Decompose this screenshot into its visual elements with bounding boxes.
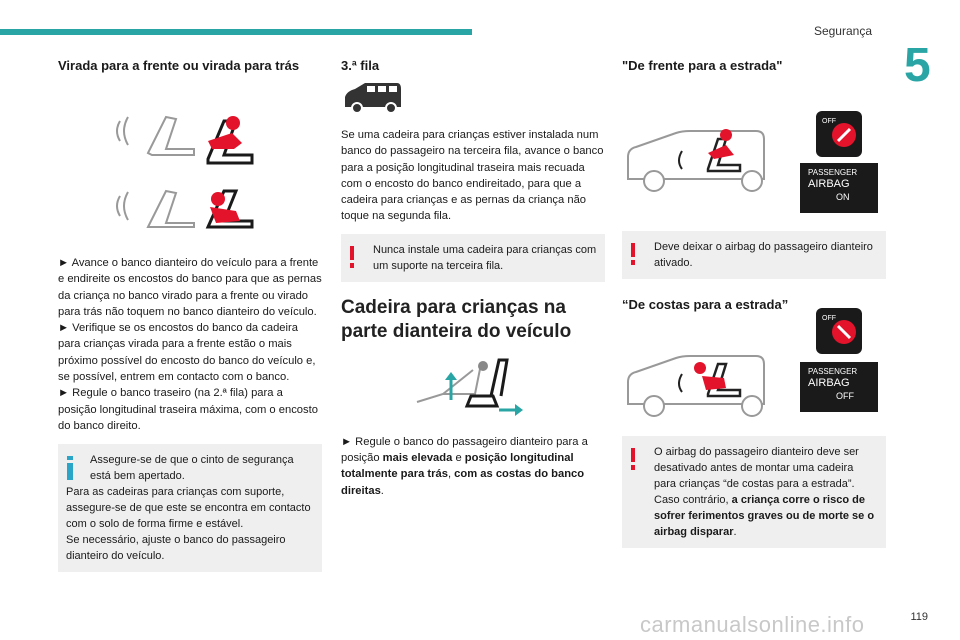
heading-rear-facing: “De costas para a estrada” [622,297,789,312]
seat-adjust-icon [341,344,605,420]
airbag-on-badge-icon [816,111,862,157]
car-forward-child-icon [624,109,794,209]
column-left [58,58,322,572]
front-seat-step-end: . [380,484,384,497]
heading-forward-facing: "De frente para a estrada" [622,58,783,73]
page-number: 119 [910,611,928,623]
warning-icon [630,448,636,470]
panel-off-state: OFF [836,391,854,401]
info-note-line3: Se necessário, ajuste o banco do passageiro dianteiro do veículo. [66,534,286,563]
rear-facing-figure [622,315,886,430]
airbag-off-badge-icon [816,308,862,354]
seat-illustration-icon [58,81,322,231]
section-title: Segurança [813,24,872,38]
column-right [622,58,886,548]
forward-facing-figure [622,81,886,209]
watermark: carmanualsonline.info [640,612,865,637]
svg-text:OFF: OFF [822,315,836,322]
chapter-tab [884,0,960,104]
airbag-on-panel [800,163,878,213]
front-seat-rearmost: posição longitudinal totalmente para trás [341,452,574,481]
section-heading-front-seat: Cadeira para crianças na parte dianteira do veículo [341,296,572,342]
panel-on-airbag: AIRBAG [808,178,850,190]
step-check-backrest: ► Verifique se os encostos do banco da cadeira para crianças virada para a frente estão o mais próximo possível do encosto do banco do veículo e, se possível, entrem em contacto com o banco. [58,322,316,384]
panel-off-airbag: AIRBAG [808,377,850,389]
svg-text:OFF: OFF [822,118,836,125]
front-seat-highest: mais elevada [382,452,453,465]
warning-icon [630,243,636,265]
warning-off-part3: . [733,526,737,538]
column-middle [341,58,605,499]
info-note-line1: Assegure-se de que o cinto de segurança está bem apertado. [90,454,294,483]
info-note-line2: Para as cadeiras para crianças com suporte, assegure-se de que este se encontra em contacto com o solo de forma firme e estável. [66,486,311,531]
airbag-off-panel [800,362,878,412]
van-icon [341,81,605,115]
panel-on-state: ON [836,192,850,202]
chapter-number: 5 [904,39,931,92]
info-note [58,444,322,572]
third-row-paragraph: Se uma cadeira para crianças estiver instalada num banco do passageiro na terceira fila, avance o banco para a posição longitudinal traseira mais recuada com o encosto do banco endireitado, para que a cadeira para crianças e as pernas da criança não toque na segunda fila. [341,129,604,223]
warning-airbag-on-text: Deve deixar o airbag do passageiro dianteiro ativado. [654,241,873,269]
warning-off-part1: O airbag do passageiro dianteiro deve ser desativado antes de montar uma cadeira para crianças “de costas para a estrada”. Caso contrário, [654,446,859,506]
warning-note-text: Nunca instale uma cadeira para crianças com um suporte na terceira fila. [373,243,597,272]
warning-icon [349,246,355,268]
car-rear-child-icon [624,338,794,428]
front-seat-step-mid: e [452,452,465,465]
heading-orientation: Virada para a frente ou virada para trás [58,58,300,73]
warning-off-part2: a criança corre o risco de sofrer ferimentos graves ou de morte se o airbag disparar [654,494,875,538]
heading-third-row: 3.ª fila [341,58,380,73]
front-seat-step-mid2: , [447,468,455,481]
warning-note-third-row [341,234,605,282]
step-adjust-rear-seat: ► Regule o banco traseiro (na 2.ª fila) para a posição longitudinal traseira máxima, com o encosto do banco direito. [58,387,318,432]
info-icon [66,456,74,480]
warning-note-airbag-on [622,231,886,279]
warning-note-airbag-off [622,436,886,548]
panel-off-label: PASSENGER [808,367,858,376]
warning-airbag-off-text [630,444,878,540]
front-seat-step [341,434,605,499]
front-seat-step-prefix: ► Regule o banco do passageiro dianteiro para a posição [341,435,588,465]
top-accent-bar [0,29,472,35]
front-seat-backrest: com as costas do banco direitas [341,468,585,497]
step-advance-seat: ► Avance o banco dianteiro do veículo para a frente e endireite os encostos do banco para que as pernas da criança no banco virado para a frente ou virado para trás não toquem no banco dianteiro do veículo. [58,257,322,318]
panel-on-label: PASSENGER [808,168,858,177]
